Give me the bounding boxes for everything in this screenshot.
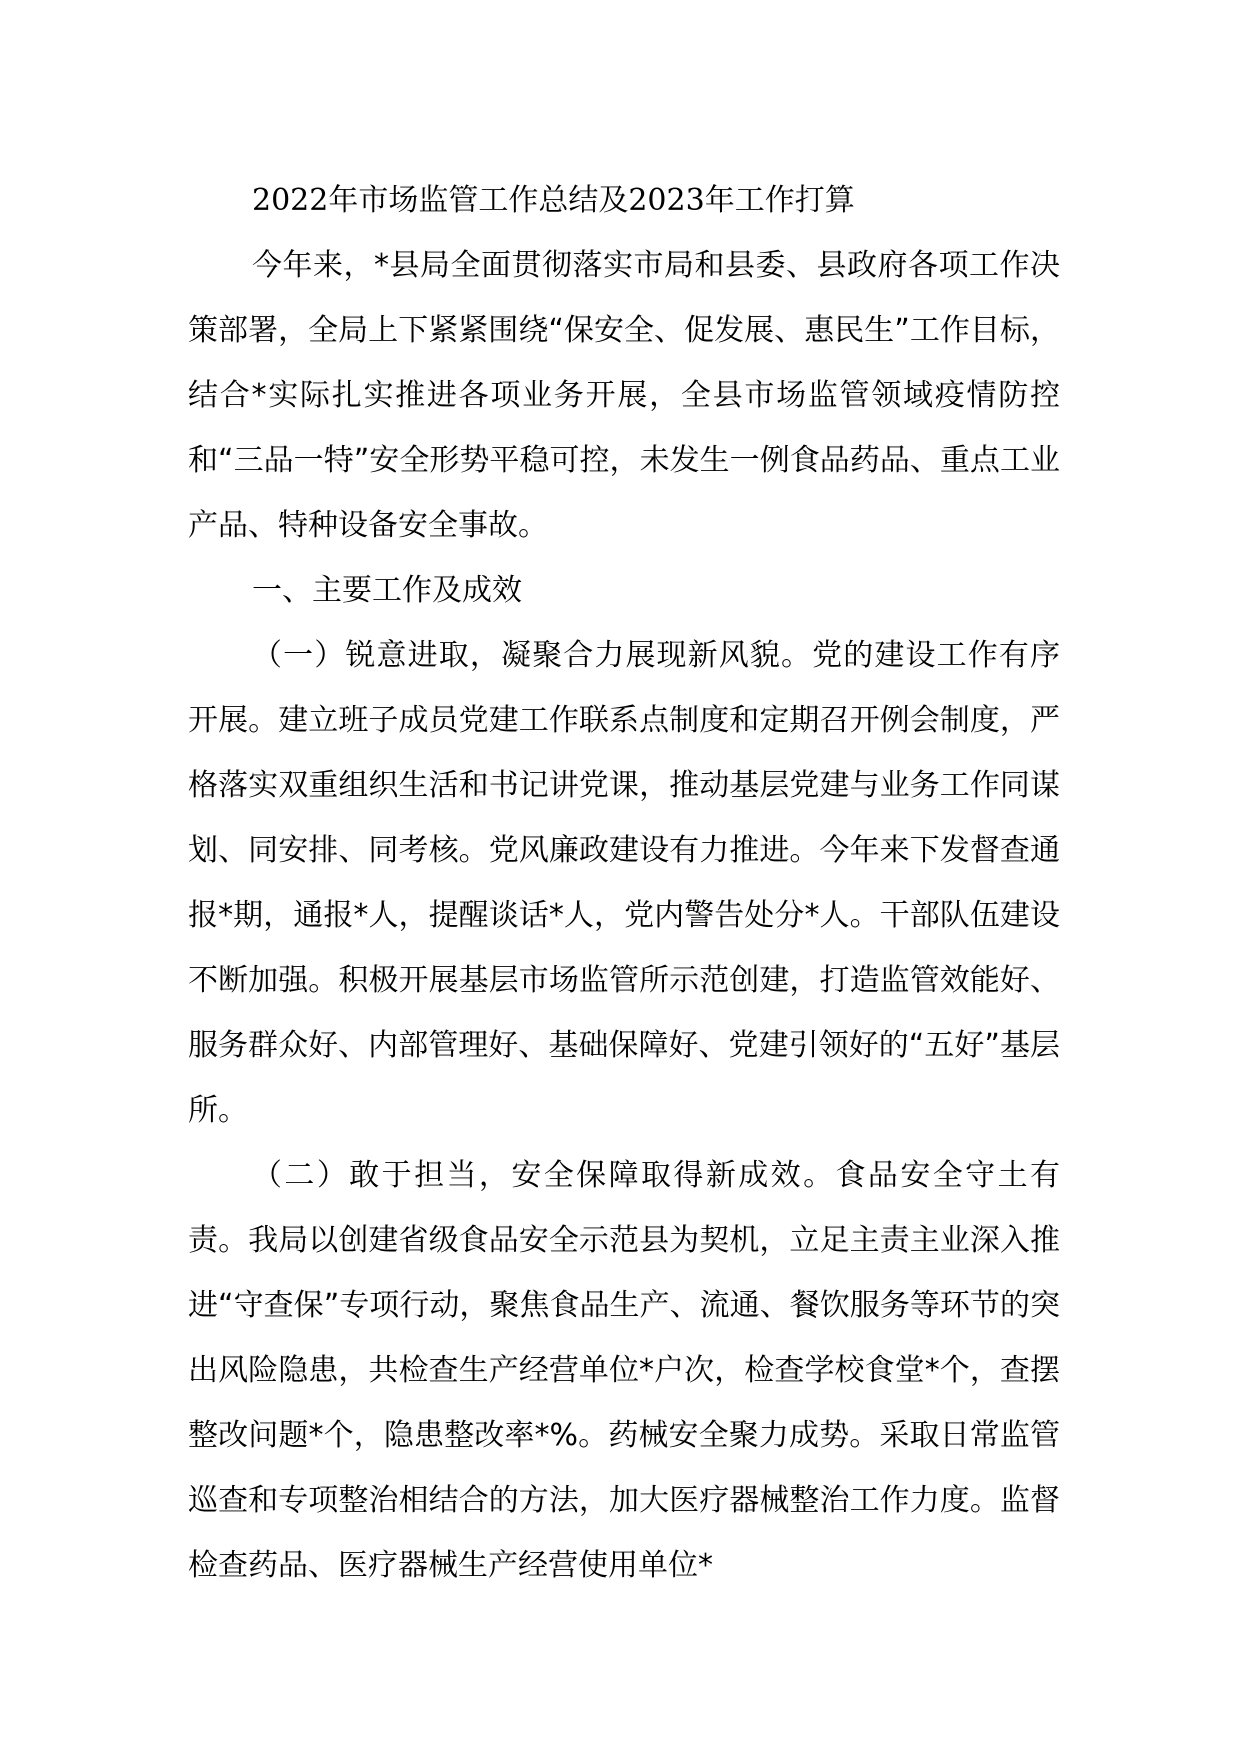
document-title: 2022年市场监管工作总结及2023年工作打算: [252, 183, 855, 218]
document-body: [188, 168, 1060, 1598]
paragraph-safety-assurance: （二）敢于担当，安全保障取得新成效。食品安全守土有责。我局以创建省级食品安全示范县为契机，立足主责主业深入推进“守查保”专项行动，聚焦食品生产、流通、餐饮服务等环节的突出风险隐患，共检查生产经营单位*户次，检查学校食堂*个，查摆整改问题*个，隐患整改率*%。药械安全聚力成势。采取日常监管巡查和专项整治相结合的方法，加大医疗器械整治工作力度。监督检查药品、医疗器械生产经营使用单位*: [188, 1158, 1060, 1583]
intro-paragraph: 今年来，*县局全面贯彻落实市局和县委、县政府各项工作决策部署，全局上下紧紧围绕“保安全、促发展、惠民生”工作目标，结合*实际扎实推进各项业务开展，全县市场监管领域疫情防控和“三品一特”安全形势平稳可控，未发生一例食品药品、重点工业产品、特种设备安全事故。: [188, 248, 1060, 543]
section-heading-main-work: 一、主要工作及成效: [252, 573, 522, 608]
paragraph-party-building: （一）锐意进取，凝聚合力展现新风貌。党的建设工作有序开展。建立班子成员党建工作联系点制度和定期召开例会制度，严格落实双重组织生活和书记讲党课，推动基层党建与业务工作同谋划、同安排、同考核。党风廉政建设有力推进。今年来下发督查通报*期，通报*人，提醒谈话*人，党内警告处分*人。干部队伍建设不断加强。积极开展基层市场监管所示范创建，打造监管效能好、服务群众好、内部管理好、基础保障好、党建引领好的“五好”基层所。: [188, 638, 1060, 1128]
